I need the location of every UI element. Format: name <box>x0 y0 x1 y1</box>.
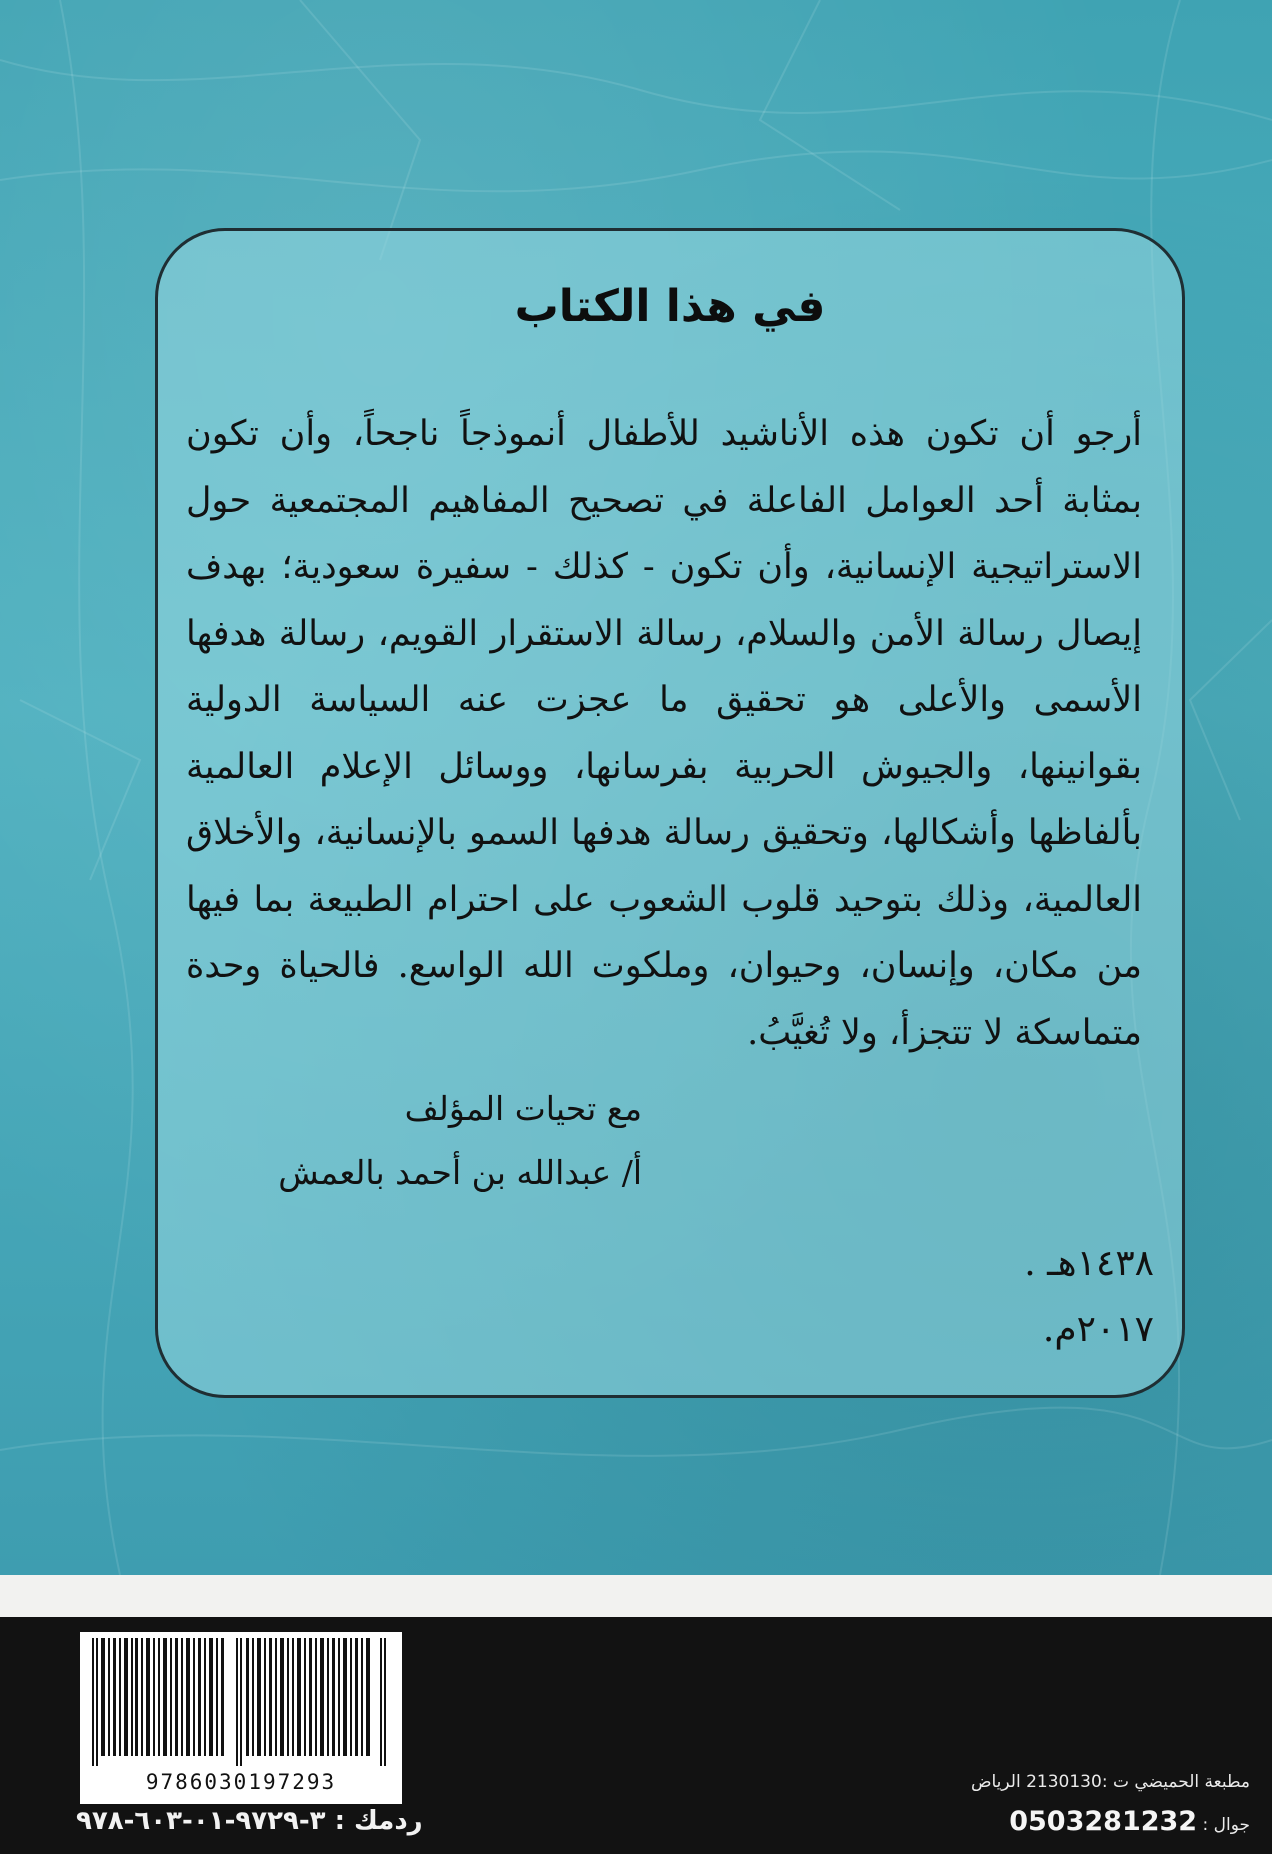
phone-info <box>1009 1806 1250 1837</box>
barcode-digits: 9786030197293 <box>145 1770 337 1794</box>
divider-strip <box>0 1575 1272 1617</box>
isbn-label: ردمك : ٣-٩٧٢٩-٠١-٦٠٣-٩٧٨ <box>76 1806 423 1836</box>
author-signoff: مع تحيات المؤلف <box>404 1089 642 1128</box>
phone-number: 0503281232 <box>1009 1806 1198 1837</box>
panel-title: في هذا الكتاب <box>514 281 826 332</box>
barcode <box>80 1632 402 1804</box>
barcode-bars-icon <box>88 1638 394 1766</box>
phone-label: جوال : <box>1202 1815 1250 1835</box>
gregorian-date: ٢٠١٧م. <box>1042 1309 1154 1350</box>
author-name: أ/ عبدالله بن أحمد بالعمش <box>278 1153 642 1192</box>
printer-info: مطبعة الحميضي ت :2130130 الرياض <box>970 1772 1250 1792</box>
description-paragraph: أرجو أن تكون هذه الأناشيد للأطفال أنموذجاً ناجحاً، وأن تكون بمثابة أحد العوامل الفاعلة في تصحيح المفاهيم المجتمعية حول الاستراتيجية الإنسانية، وأن تكون - كذلك - سفيرة سعودية؛ بهدف إيصال رسالة الأمن والسلام، رسالة الاستقرار القويم، رسالة هدفها الأسمى والأعلى هو تحقيق ما عجزت عنه السياسة الدولية بقوانينها، والجيوش الحربية بفرسانها، ووسائل الإعلام العالمية بألفاظها وأشكالها، وتحقيق رسالة هدفها السمو بالإنسانية، والأخلاق العالمية، وذلك بتوحيد قلوب الشعوب على احترام الطبيعة بما فيها من مكان، وإنسان، وحيوان، وملكوت الله الواسع. فالحياة وحدة متماسكة لا تتجزأ، ولا تُغيَّبُ. <box>186 414 1142 1053</box>
text-panel <box>155 228 1185 1398</box>
hijri-date: ١٤٣٨هـ . <box>1024 1243 1154 1284</box>
